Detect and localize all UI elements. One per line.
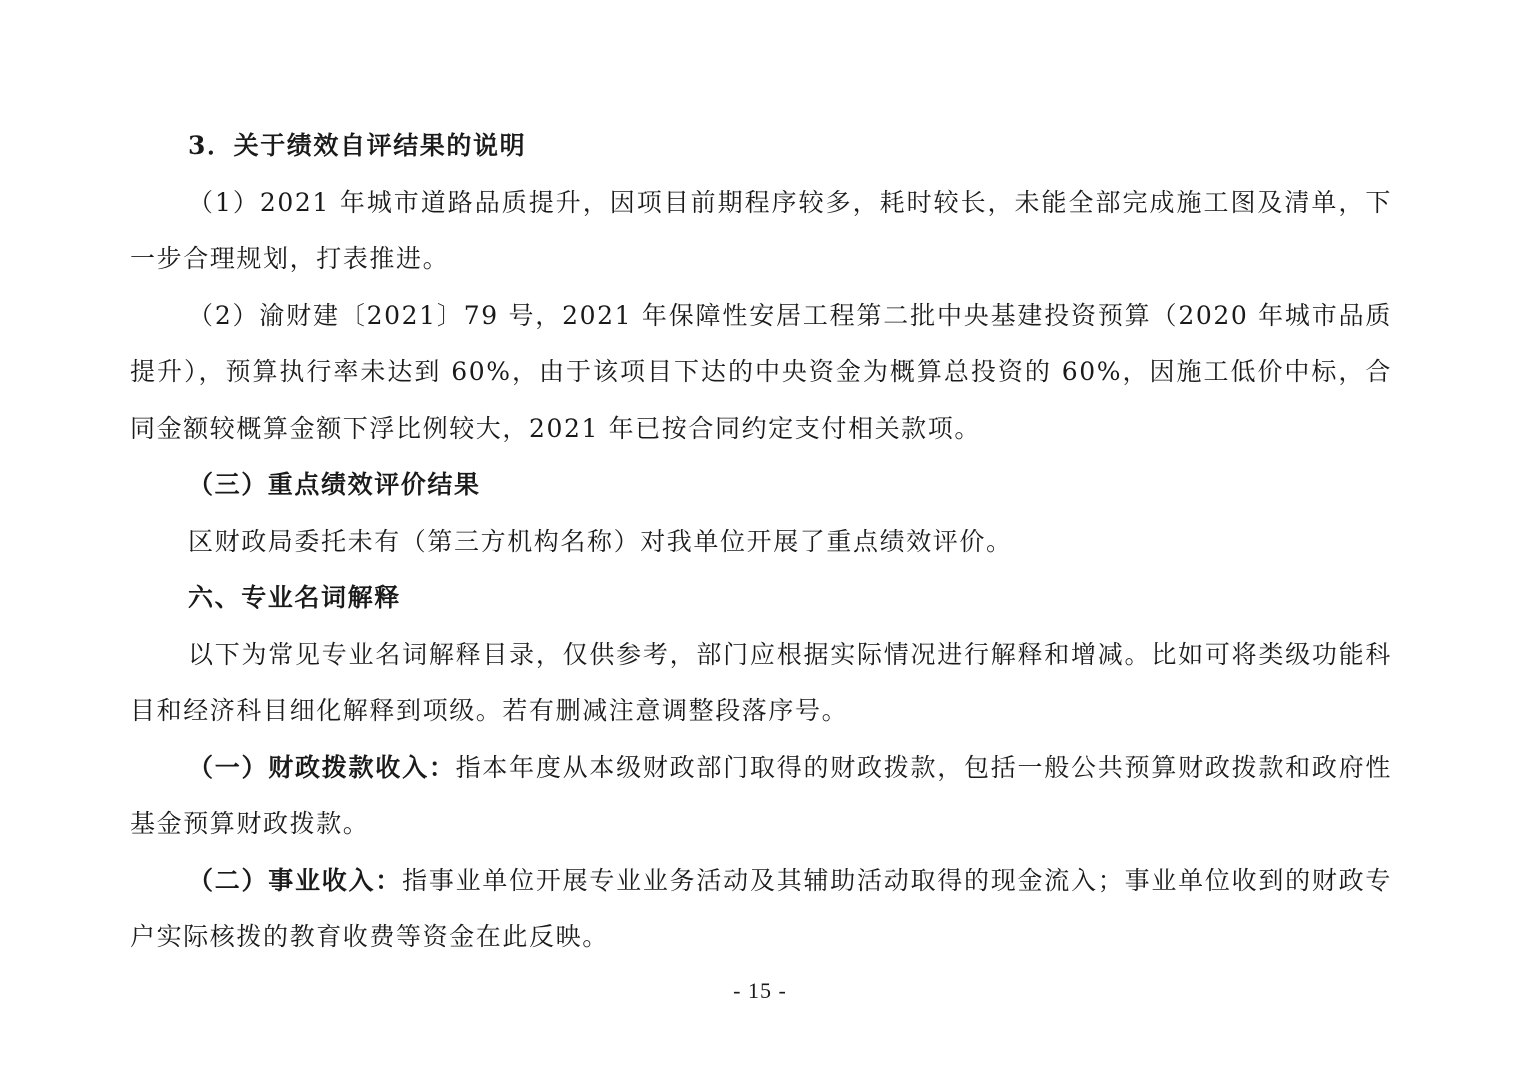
section-heading-key-performance-results (130, 457, 1392, 514)
term-definition: 指本年度从本级财政部门取得的财政拨款，包括一般公共预算财政拨款和政府性基金预算财政拨款。 (130, 752, 1392, 838)
section-heading-terminology (130, 570, 1392, 627)
paragraph-text: （三）重点绩效评价结果 (188, 470, 481, 499)
document-body (130, 118, 1392, 966)
paragraph-item-1 (130, 175, 1392, 288)
paragraph-text: （2）渝财建〔2021〕79 号，2021 年保障性安居工程第二批中央基建投资预算（2020 年城市品质提升），预算执行率未达到 60%，由于该项目下达的中央资金为概算总投资的 60%，因施工低价中标，合同金额较概算金额下浮比例较大，2021 年已按合同约定支付相关款项。 (130, 300, 1392, 443)
paragraph-evaluation-entrusted (130, 514, 1392, 571)
term-definition-fiscal-allocation-income (130, 740, 1392, 853)
term-definition: 指事业单位开展专业业务活动及其辅助活动取得的现金流入；事业单位收到的财政专户实际核拨的教育收费等资金在此反映。 (130, 865, 1392, 951)
page-number: - 15 - (733, 978, 787, 1003)
term-label: （二）事业收入： (188, 865, 403, 895)
paragraph-text: （1）2021 年城市道路品质提升，因项目前期程序较多，耗时较长，未能全部完成施工图及清单，下一步合理规划，打表推进。 (130, 187, 1392, 273)
paragraph-text: 3．关于绩效自评结果的说明 (188, 131, 527, 160)
term-label: （一）财政拨款收入： (188, 752, 456, 782)
paragraph-text: 区财政局委托未有（第三方机构名称）对我单位开展了重点绩效评价。 (188, 526, 1013, 556)
section-heading-performance-self-evaluation (130, 118, 1392, 175)
paragraph-item-2 (130, 288, 1392, 458)
paragraph-text: 以下为常见专业名词解释目录，仅供参考，部门应根据实际情况进行解释和增减。比如可将类级功能科目和经济科目细化解释到项级。若有删减注意调整段落序号。 (130, 639, 1392, 725)
paragraph-terminology-intro (130, 627, 1392, 740)
paragraph-text: 六、专业名词解释 (188, 583, 401, 612)
term-definition-business-income (130, 853, 1392, 966)
